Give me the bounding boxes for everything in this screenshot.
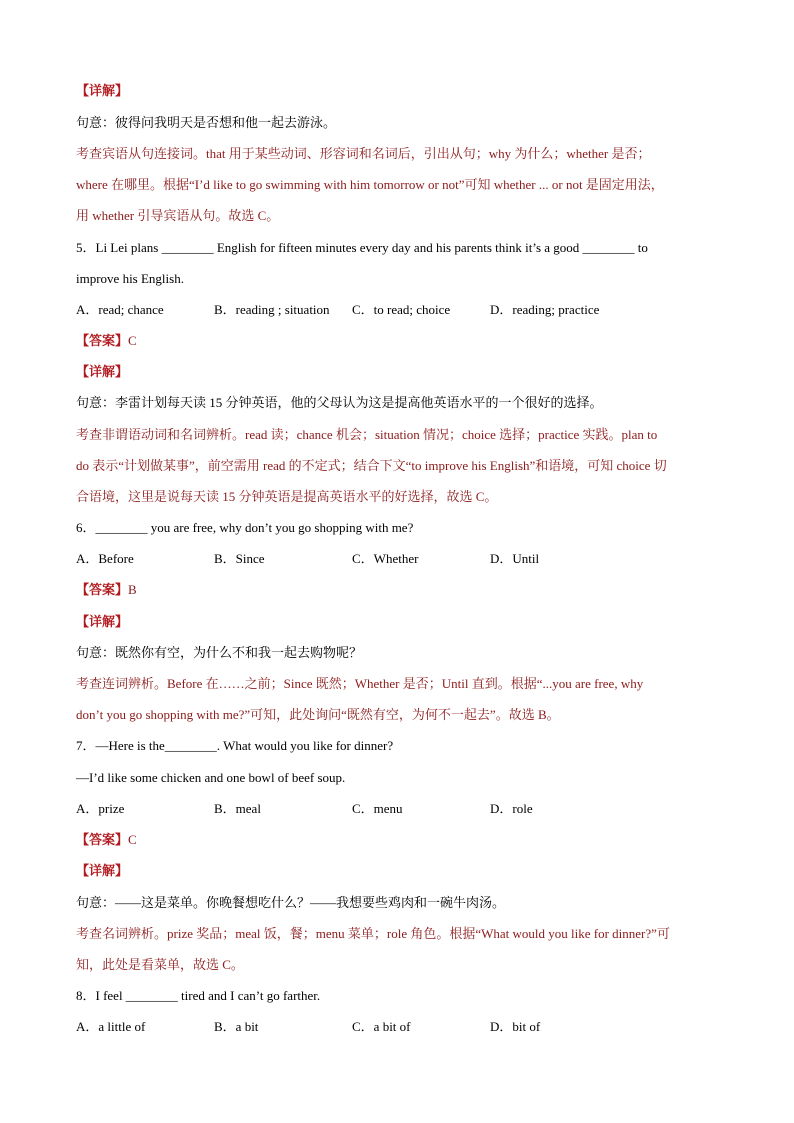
option-d: D．reading; practice — [490, 302, 600, 317]
option-c: C．a bit of — [352, 1019, 411, 1034]
analysis-line: where 在哪里。根据“I’d like to go swimming with him tomorrow or not”可知 whether ... or not 是固定用法， — [76, 177, 664, 192]
analysis-line: 考查非谓语动词和名词辨析。read 读；chance 机会；situation 情况；choice 选择；practice 实践。plan to — [76, 427, 658, 442]
analysis-line: 考查宾语从句连接词。that 用于某些动词、形容词和名词后，引出从句；why 为什么；whether 是否； — [76, 146, 651, 161]
question-stem: 8．I feel ________ tired and I can’t go farther. — [76, 988, 321, 1003]
option-a: A．Before — [76, 551, 134, 566]
answer-value: C — [128, 333, 137, 348]
option-a: A．read; chance — [76, 302, 164, 317]
option-c: C．to read; choice — [352, 302, 451, 317]
answer-heading: 【答案】 — [76, 333, 129, 348]
sentence-meaning: 句意：李雷计划每天读 15 分钟英语，他的父母认为这是提高他英语水平的一个很好的选择。 — [76, 395, 603, 410]
option-c: C．Whether — [352, 551, 419, 566]
analysis-line: 考查连词辨析。Before 在……之前；Since 既然；Whether 是否；Until 直到。根据“...you are free, why — [76, 676, 644, 691]
analysis-line: do 表示“计划做某事”，前空需用 read 的不定式；结合下文“to improve his English”和语境，可知 choice 切 — [76, 458, 667, 473]
question-stem: improve his English. — [76, 271, 184, 286]
detail-heading: 【详解】 — [76, 364, 129, 379]
option-d: D．role — [490, 801, 533, 816]
option-b: B．meal — [214, 801, 261, 816]
option-b: B．Since — [214, 551, 265, 566]
option-a: A．prize — [76, 801, 125, 816]
answer-heading: 【答案】 — [76, 582, 129, 597]
sentence-meaning: 句意：既然你有空，为什么不和我一起去购物呢？ — [76, 645, 363, 660]
option-d: D．bit of — [490, 1019, 541, 1034]
answer-row — [76, 332, 726, 350]
detail-heading: 【详解】 — [76, 83, 129, 98]
question-stem: 6．________ you are free, why don’t you go shopping with me? — [76, 520, 414, 535]
option-b: B．reading ; situation — [214, 302, 330, 317]
option-a: A．a little of — [76, 1019, 146, 1034]
answer-value: C — [128, 832, 137, 847]
sentence-meaning: 句意：彼得问我明天是否想和他一起去游泳。 — [76, 115, 337, 130]
question-stem: 5．Li Lei plans ________ English for fifteen minutes every day and his parents think it’s a good ________ to — [76, 240, 648, 255]
answer-heading: 【答案】 — [76, 832, 129, 847]
sentence-meaning: 句意：——这是菜单。你晚餐想吃什么？——我想要些鸡肉和一碗牛肉汤。 — [76, 895, 506, 910]
detail-heading: 【详解】 — [76, 863, 129, 878]
analysis-line: 知，此处是看菜单，故选 C。 — [76, 957, 244, 972]
question-stem: —I’d like some chicken and one bowl of beef soup. — [76, 770, 346, 785]
analysis-line: 考查名词辨析。prize 奖品；meal 饭，餐；menu 菜单；role 角色。根据“What would you like for dinner?”可 — [76, 926, 670, 941]
option-b: B．a bit — [214, 1019, 259, 1034]
analysis-line: 合语境，这里是说每天读 15 分钟英语是提高英语水平的好选择，故选 C。 — [76, 489, 498, 504]
option-d: D．Until — [490, 551, 540, 566]
option-c: C．menu — [352, 801, 403, 816]
answer-row — [76, 581, 726, 599]
analysis-line: don’t you go shopping with me?”可知，此处询问“既然有空，为何不一起去”。故选 B。 — [76, 707, 560, 722]
detail-heading: 【详解】 — [76, 614, 129, 629]
answer-value: B — [128, 582, 137, 597]
question-stem: 7．—Here is the________. What would you like for dinner? — [76, 738, 394, 753]
analysis-line: 用 whether 引导宾语从句。故选 C。 — [76, 208, 280, 223]
answer-row — [76, 831, 726, 849]
